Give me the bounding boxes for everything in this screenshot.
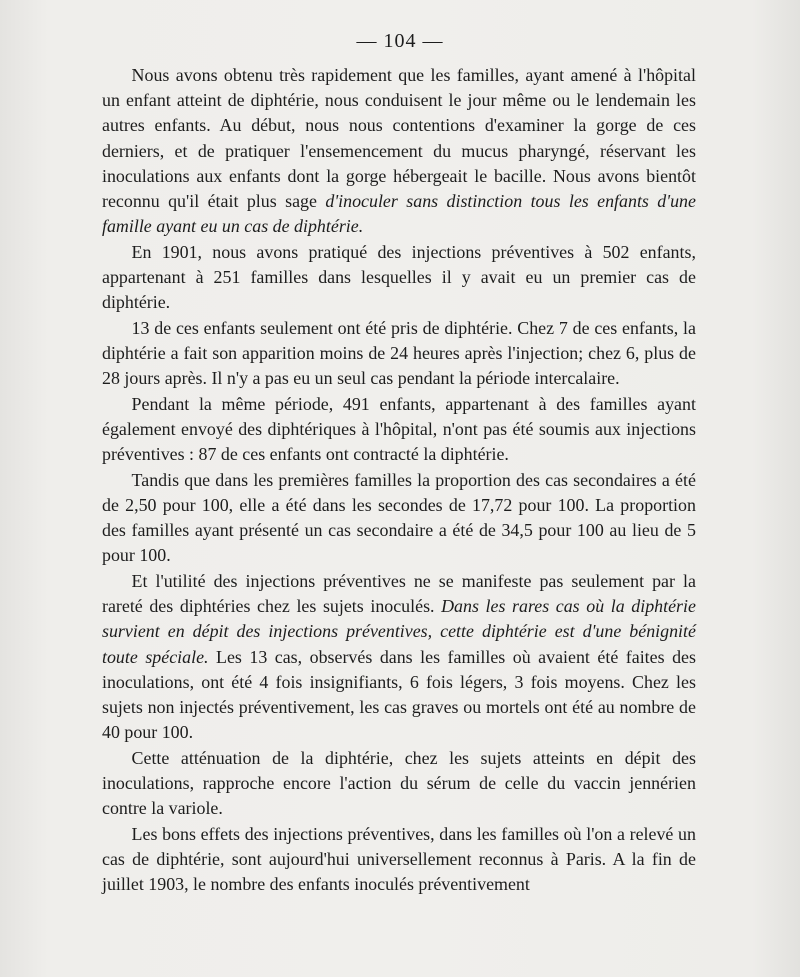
paragraph-6-italic-text: Dans les rares cas où la diphtérie survient en dépit des injections préventives, cette diphtérie est d'une bénignité toute spéciale.: [102, 596, 696, 667]
paragraph-1-italic-text: d'inoculer sans distinction tous les enfants d'une famille ayant eu un cas de diphtérie.: [102, 191, 696, 237]
paragraph-7-text: Cette atténuation de la diphtérie, chez les sujets atteints en dépit des inoculations, rapproche encore l'action du sérum de celle du vaccin jennérien contre la variole.: [102, 747, 696, 819]
body-text: [102, 63, 696, 898]
paragraph-6: [102, 569, 696, 745]
paragraph-4: [102, 392, 696, 468]
paragraph-2-text: En 1901, nous avons pratiqué des injections préventives à 502 enfants, appartenant à 251 familles dans lesquelles il y avait eu un premier cas de diphtérie.: [102, 241, 696, 313]
page-number: — 104 —: [356, 30, 444, 52]
paragraph-4-text: Pendant la même période, 491 enfants, appartenant à des familles ayant également envoyé des diphtériques à l'hôpital, n'ont pas été soumis aux injections préventives : 87 de ces enfants ont contracté la diphtérie.: [102, 393, 696, 465]
paragraph-6-text: Et l'utilité des injections préventives ne se manifeste pas seulement par la rareté des diphtéries chez les sujets inoculés.: [102, 571, 696, 617]
paragraph-5: [102, 468, 696, 569]
paragraph-8: [102, 822, 696, 898]
paragraph-8-text: Les bons effets des injections préventives, dans les familles où l'on a relevé un cas de diphtérie, sont aujourd'hui universellement reconnus à Paris. A la fin de juillet 1903, le nombre des enfants inoculés préventivement: [102, 823, 696, 895]
paragraph-2: [102, 240, 696, 316]
paragraph-7: [102, 746, 696, 822]
paragraph-3: [102, 316, 696, 392]
paragraph-1: [102, 63, 696, 239]
paragraph-3-text: 13 de ces enfants seulement ont été pris de diphtérie. Chez 7 de ces enfants, la diphtérie a fait son apparition moins de 24 heures après l'injection; chez 6, plus de 28 jours après. Il n'y a pas eu un seul cas pendant la période intercalaire.: [102, 317, 696, 389]
paragraph-6-text-continued: Les 13 cas, observés dans les familles où avaient été faites des inoculations, ont été 4 fois insignifiants, 6 fois légers, 3 fois moyens. Chez les sujets non injectés préventivement, les cas graves ou mortels ont été au nombre de 40 pour 100.: [102, 646, 696, 743]
paragraph-5-text: Tandis que dans les premières familles la proportion des cas secondaires a été de 2,50 pour 100, elle a été dans les secondes de 17,72 pour 100. La proportion des familles ayant présenté un cas secondaire a été de 34,5 pour 100 au lieu de 5 pour 100.: [102, 469, 696, 566]
paragraph-1-text: Nous avons obtenu très rapidement que les familles, ayant amené à l'hôpital un enfant atteint de diphtérie, nous conduisent le jour même ou le lendemain les autres enfants. Au début, nous nous contentions d'examiner la gorge de ces derniers, et de pratiquer l'ensemencement du mucus pharyngé, réservant les inoculations aux enfants dont la gorge hébergeait le bacille. Nous avons bientôt reconnu qu'il était plus sage: [102, 65, 696, 212]
